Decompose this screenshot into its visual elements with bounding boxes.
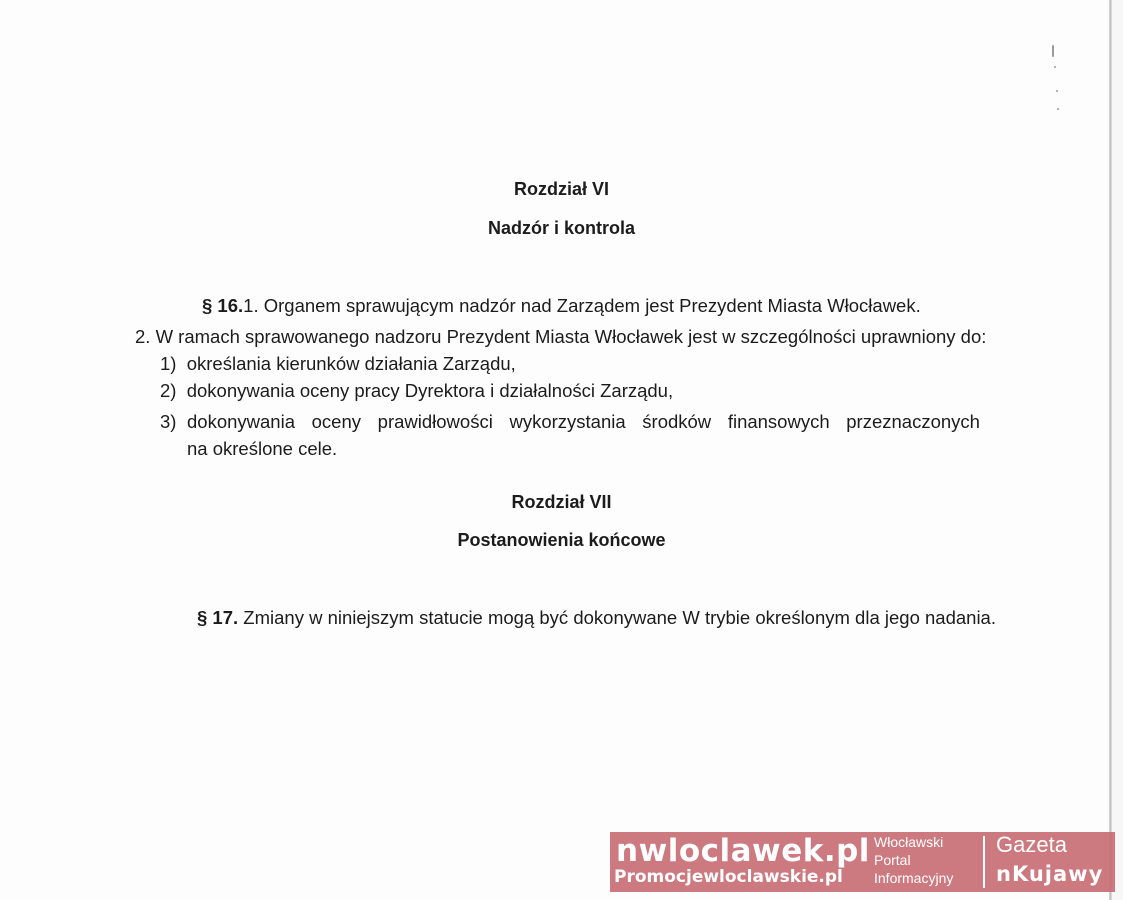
list-item-text: dokonywania oceny pracy Dyrektora i działalności Zarządu, <box>186 380 674 401</box>
watermark-promo-site: Promocjewloclawskie.pl <box>614 867 843 887</box>
page-edge <box>1109 0 1112 900</box>
list-item-word: finansowych <box>727 411 830 432</box>
watermark-gazeta: Gazeta <box>996 832 1067 857</box>
watermark-site-name: nwloclawek.pl <box>616 833 870 869</box>
page-margin <box>1112 0 1123 900</box>
list-item-number: 1) <box>160 353 177 374</box>
list-item-number: 2) <box>160 380 177 401</box>
watermark-portal-line: Informacyjny <box>874 870 954 886</box>
list-item <box>160 352 516 376</box>
watermark-portal-line: Portal <box>874 852 911 868</box>
list-item-number: 3) <box>160 411 177 432</box>
chapter-7-title: Rozdział VII <box>511 492 612 512</box>
paragraph-16-point-2: 2. W ramach sprawowanego nadzoru Prezydent Miasta Włocławek jest w szczególności uprawniony do: <box>135 326 987 347</box>
list-item-word: dokonywania <box>187 411 295 432</box>
list-item-word: oceny <box>311 411 362 432</box>
paragraph-16-point-1 <box>202 294 921 318</box>
scan-speck <box>1056 90 1058 92</box>
list-item <box>160 379 673 403</box>
list-item-text: określania kierunków działania Zarządu, <box>186 353 516 374</box>
list-item-text <box>187 410 980 434</box>
list-item-word: środków <box>642 411 712 432</box>
watermark-portal-label <box>874 833 953 887</box>
scan-speck <box>1052 45 1054 57</box>
watermark-kujawy: nKujawy <box>996 862 1104 886</box>
scan-speck <box>1054 66 1056 68</box>
list-item-word: prawidłowości <box>377 411 493 432</box>
chapter-7-subtitle: Postanowienia końcowe <box>457 530 666 550</box>
paragraph-17-mark: § 17. <box>197 607 239 628</box>
paragraph-16-mark: § 16. <box>202 295 244 316</box>
paragraph-16-point-1-text: 1. Organem sprawującym nadzór nad Zarządem jest Prezydent Miasta Włocławek. <box>243 295 921 316</box>
watermark-portal-line: Włocławski <box>874 834 944 850</box>
list-item-word: przeznaczonych <box>846 411 980 432</box>
watermark-divider <box>983 836 985 888</box>
paragraph-17-text: Zmiany w niniejszym statucie mogą być dokonywane W trybie określonym dla jego nadania. <box>238 607 996 628</box>
paragraph-17 <box>197 606 996 630</box>
list-item-continuation: na określone cele. <box>187 438 338 459</box>
chapter-6-subtitle: Nadzór i kontrola <box>487 218 635 238</box>
scan-speck <box>1057 108 1059 110</box>
chapter-6-title: Rozdział VI <box>513 179 609 199</box>
list-item-word: wykorzystania <box>509 411 626 432</box>
